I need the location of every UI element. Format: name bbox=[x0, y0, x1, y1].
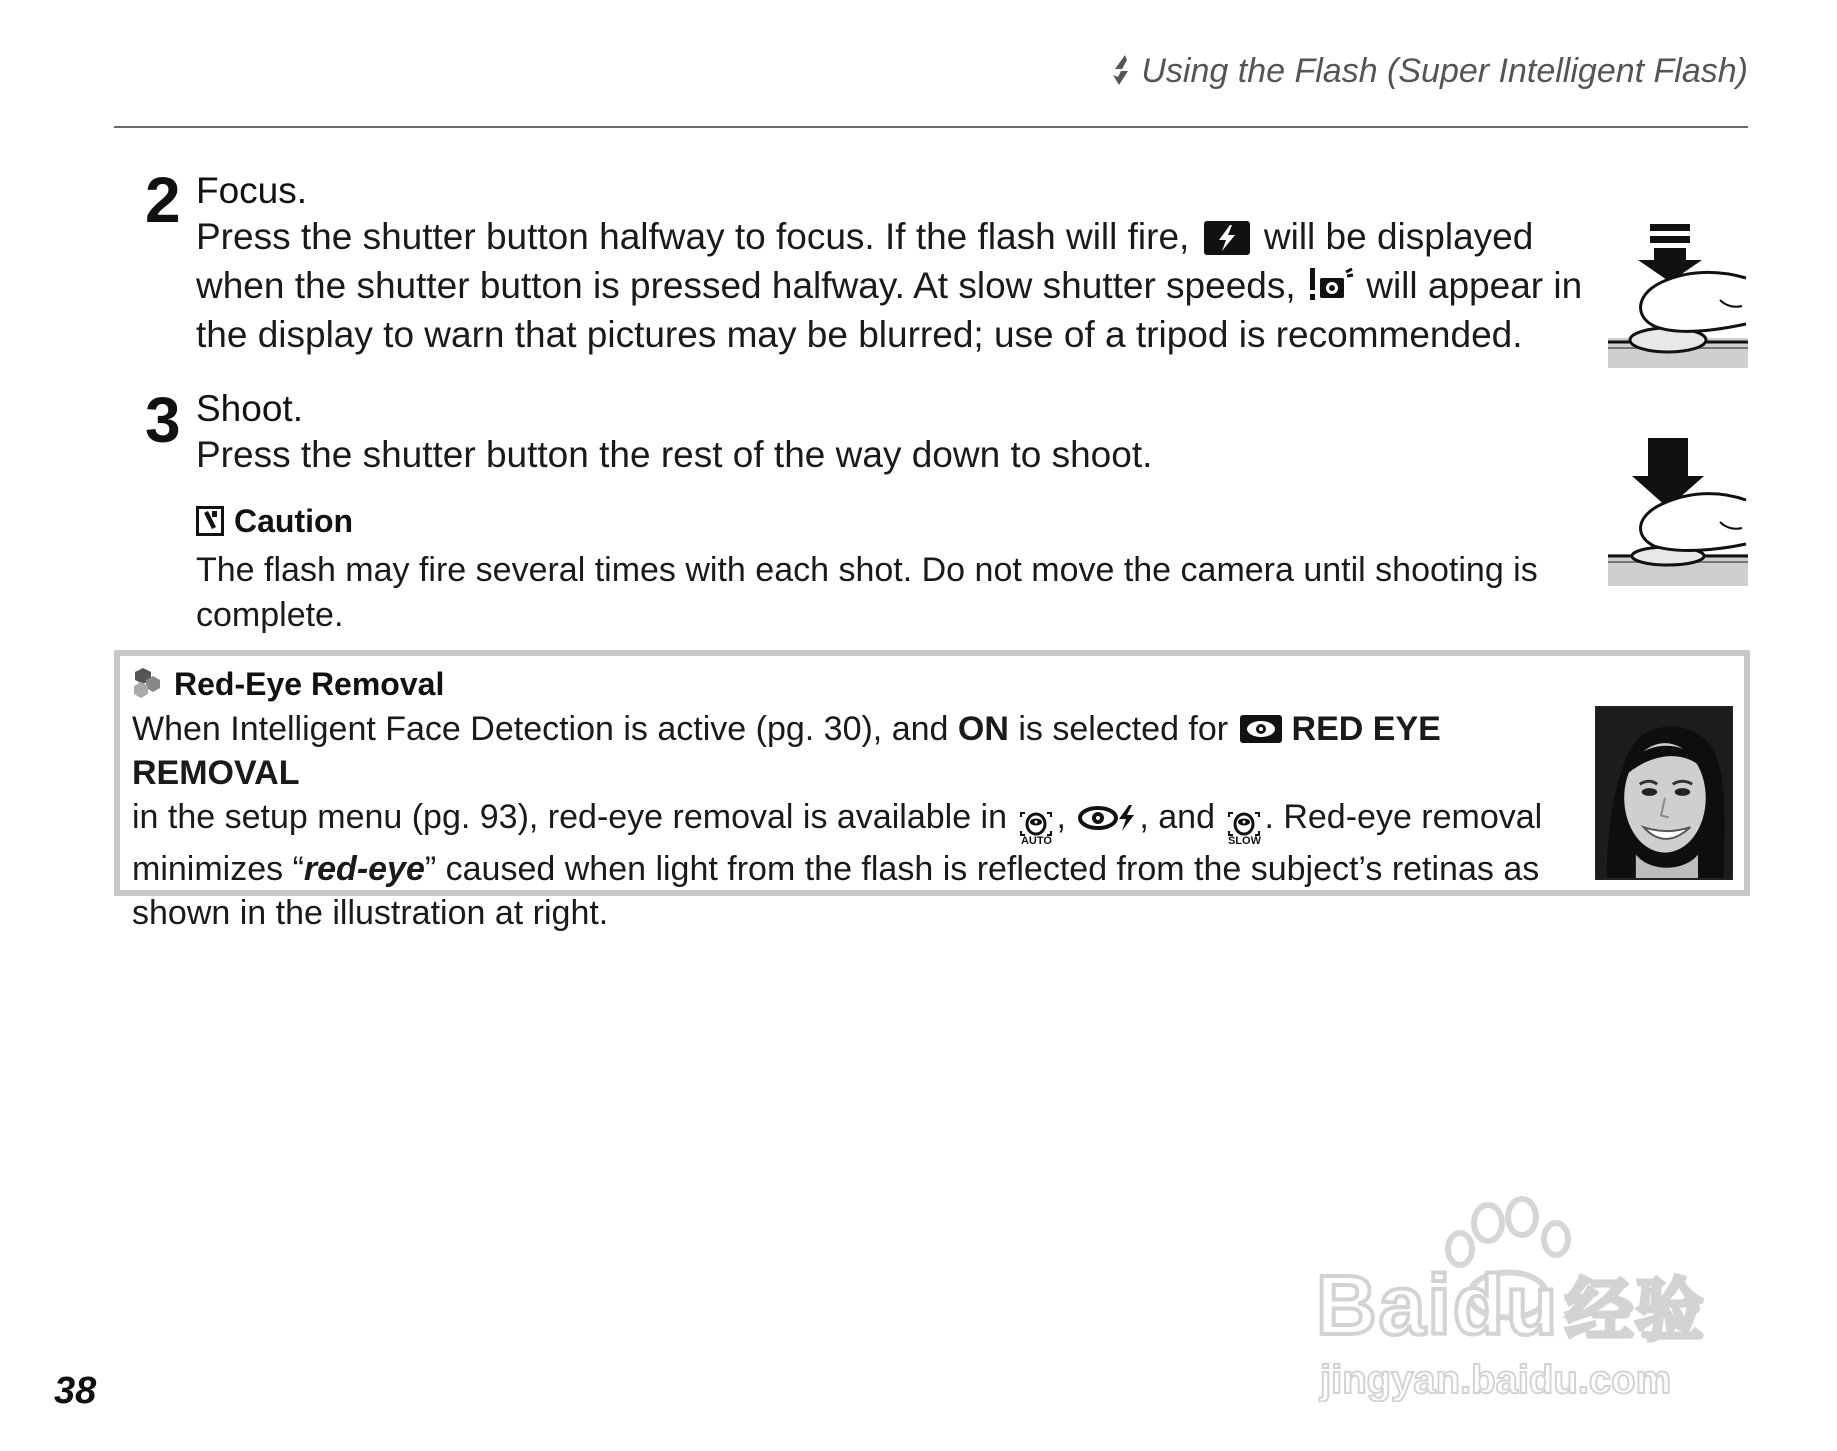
baidu-watermark bbox=[1310, 1185, 1760, 1400]
face-detection-icon bbox=[1020, 812, 1052, 836]
text-run: when the shutter button is pressed halfway. At slow shutter speeds, bbox=[196, 265, 1306, 306]
flash-icon bbox=[1111, 54, 1133, 86]
tip-box bbox=[114, 650, 1750, 932]
caution-line: complete. bbox=[196, 596, 344, 634]
shutter-full-press-illustration bbox=[1608, 436, 1748, 586]
watermark-cn: 经验 bbox=[1565, 1273, 1706, 1349]
red-eye-setting-icon bbox=[1240, 715, 1282, 743]
step-number: 2 bbox=[145, 164, 179, 236]
tip-line bbox=[132, 795, 1557, 847]
step-title: Shoot. bbox=[196, 388, 303, 429]
mode-auto-label: AUTO bbox=[1020, 835, 1052, 847]
step-number: 3 bbox=[145, 384, 179, 456]
face-photo bbox=[1595, 706, 1733, 880]
header-title bbox=[1111, 52, 1748, 91]
caution-icon bbox=[196, 506, 224, 536]
step-line bbox=[196, 430, 1596, 479]
text-run: Press the shutter button halfway to focus. If the flash will fire, bbox=[196, 216, 1200, 257]
text-run: . Red-eye removal bbox=[1264, 798, 1543, 836]
face-slow-icon bbox=[1224, 812, 1264, 847]
text-run: the display to warn that pictures may be blurred; use of a tripod is recommended. bbox=[196, 314, 1523, 355]
header-title-text: Using the Flash (Super Intelligent Flash) bbox=[1141, 52, 1748, 90]
flash-icon bbox=[1204, 221, 1250, 255]
text-run-bold-italic: red-eye bbox=[303, 850, 425, 888]
text-run: in the setup menu (pg. 93), red-eye removal is available in bbox=[132, 798, 1017, 836]
watermark-brand: Baidu bbox=[1316, 1258, 1560, 1352]
shutter-half-press-illustration bbox=[1608, 220, 1748, 368]
page-number: 38 bbox=[54, 1370, 97, 1412]
text-run: When Intelligent Face Detection is active (pg. 30), and bbox=[132, 710, 958, 748]
tip-line: shown in the illustration at right. bbox=[132, 894, 609, 932]
text-run: , bbox=[1056, 798, 1076, 836]
tip-title: Red-Eye Removal bbox=[174, 666, 445, 702]
step-body bbox=[196, 430, 1596, 479]
tip-line bbox=[132, 707, 1557, 795]
text-run: will appear in bbox=[1355, 265, 1583, 306]
step-line bbox=[196, 261, 1596, 310]
watermark-url: jingyan.baidu.com bbox=[1320, 1358, 1672, 1402]
text-run: is selected for bbox=[1008, 710, 1238, 748]
text-run: will be displayed bbox=[1253, 216, 1534, 257]
text-run-bold: ON bbox=[957, 710, 1009, 748]
tip-icon bbox=[130, 668, 166, 700]
tip-line bbox=[132, 847, 1557, 891]
camera-shake-icon bbox=[1308, 266, 1354, 304]
text-run: minimizes “ bbox=[132, 850, 304, 888]
caution-body bbox=[196, 548, 1596, 638]
caution-heading bbox=[196, 503, 353, 540]
caution-title: Caution bbox=[234, 503, 354, 539]
step-title: Focus. bbox=[196, 170, 308, 211]
text-run: Press the shutter button the rest of the way down to shoot. bbox=[196, 434, 1153, 475]
running-header bbox=[114, 52, 1748, 128]
text-run-bold: RED EYE REMOVAL bbox=[132, 710, 1441, 792]
tip-body bbox=[132, 707, 1557, 935]
face-detection-icon bbox=[1228, 812, 1260, 836]
red-eye-flash-icon bbox=[1077, 803, 1137, 833]
step-line bbox=[196, 212, 1596, 261]
face-auto-icon bbox=[1016, 812, 1056, 847]
text-run: , and bbox=[1139, 798, 1225, 836]
text-run: ” caused when light from the flash is reflected from the subject’s retinas as bbox=[424, 850, 1540, 888]
step-body bbox=[196, 212, 1596, 359]
caution-line: The flash may fire several times with each shot. Do not move the camera until shooting is bbox=[196, 551, 1538, 589]
step-line bbox=[196, 310, 1596, 359]
tip-heading bbox=[130, 666, 444, 703]
mode-slow-label: SLOW bbox=[1227, 835, 1261, 847]
